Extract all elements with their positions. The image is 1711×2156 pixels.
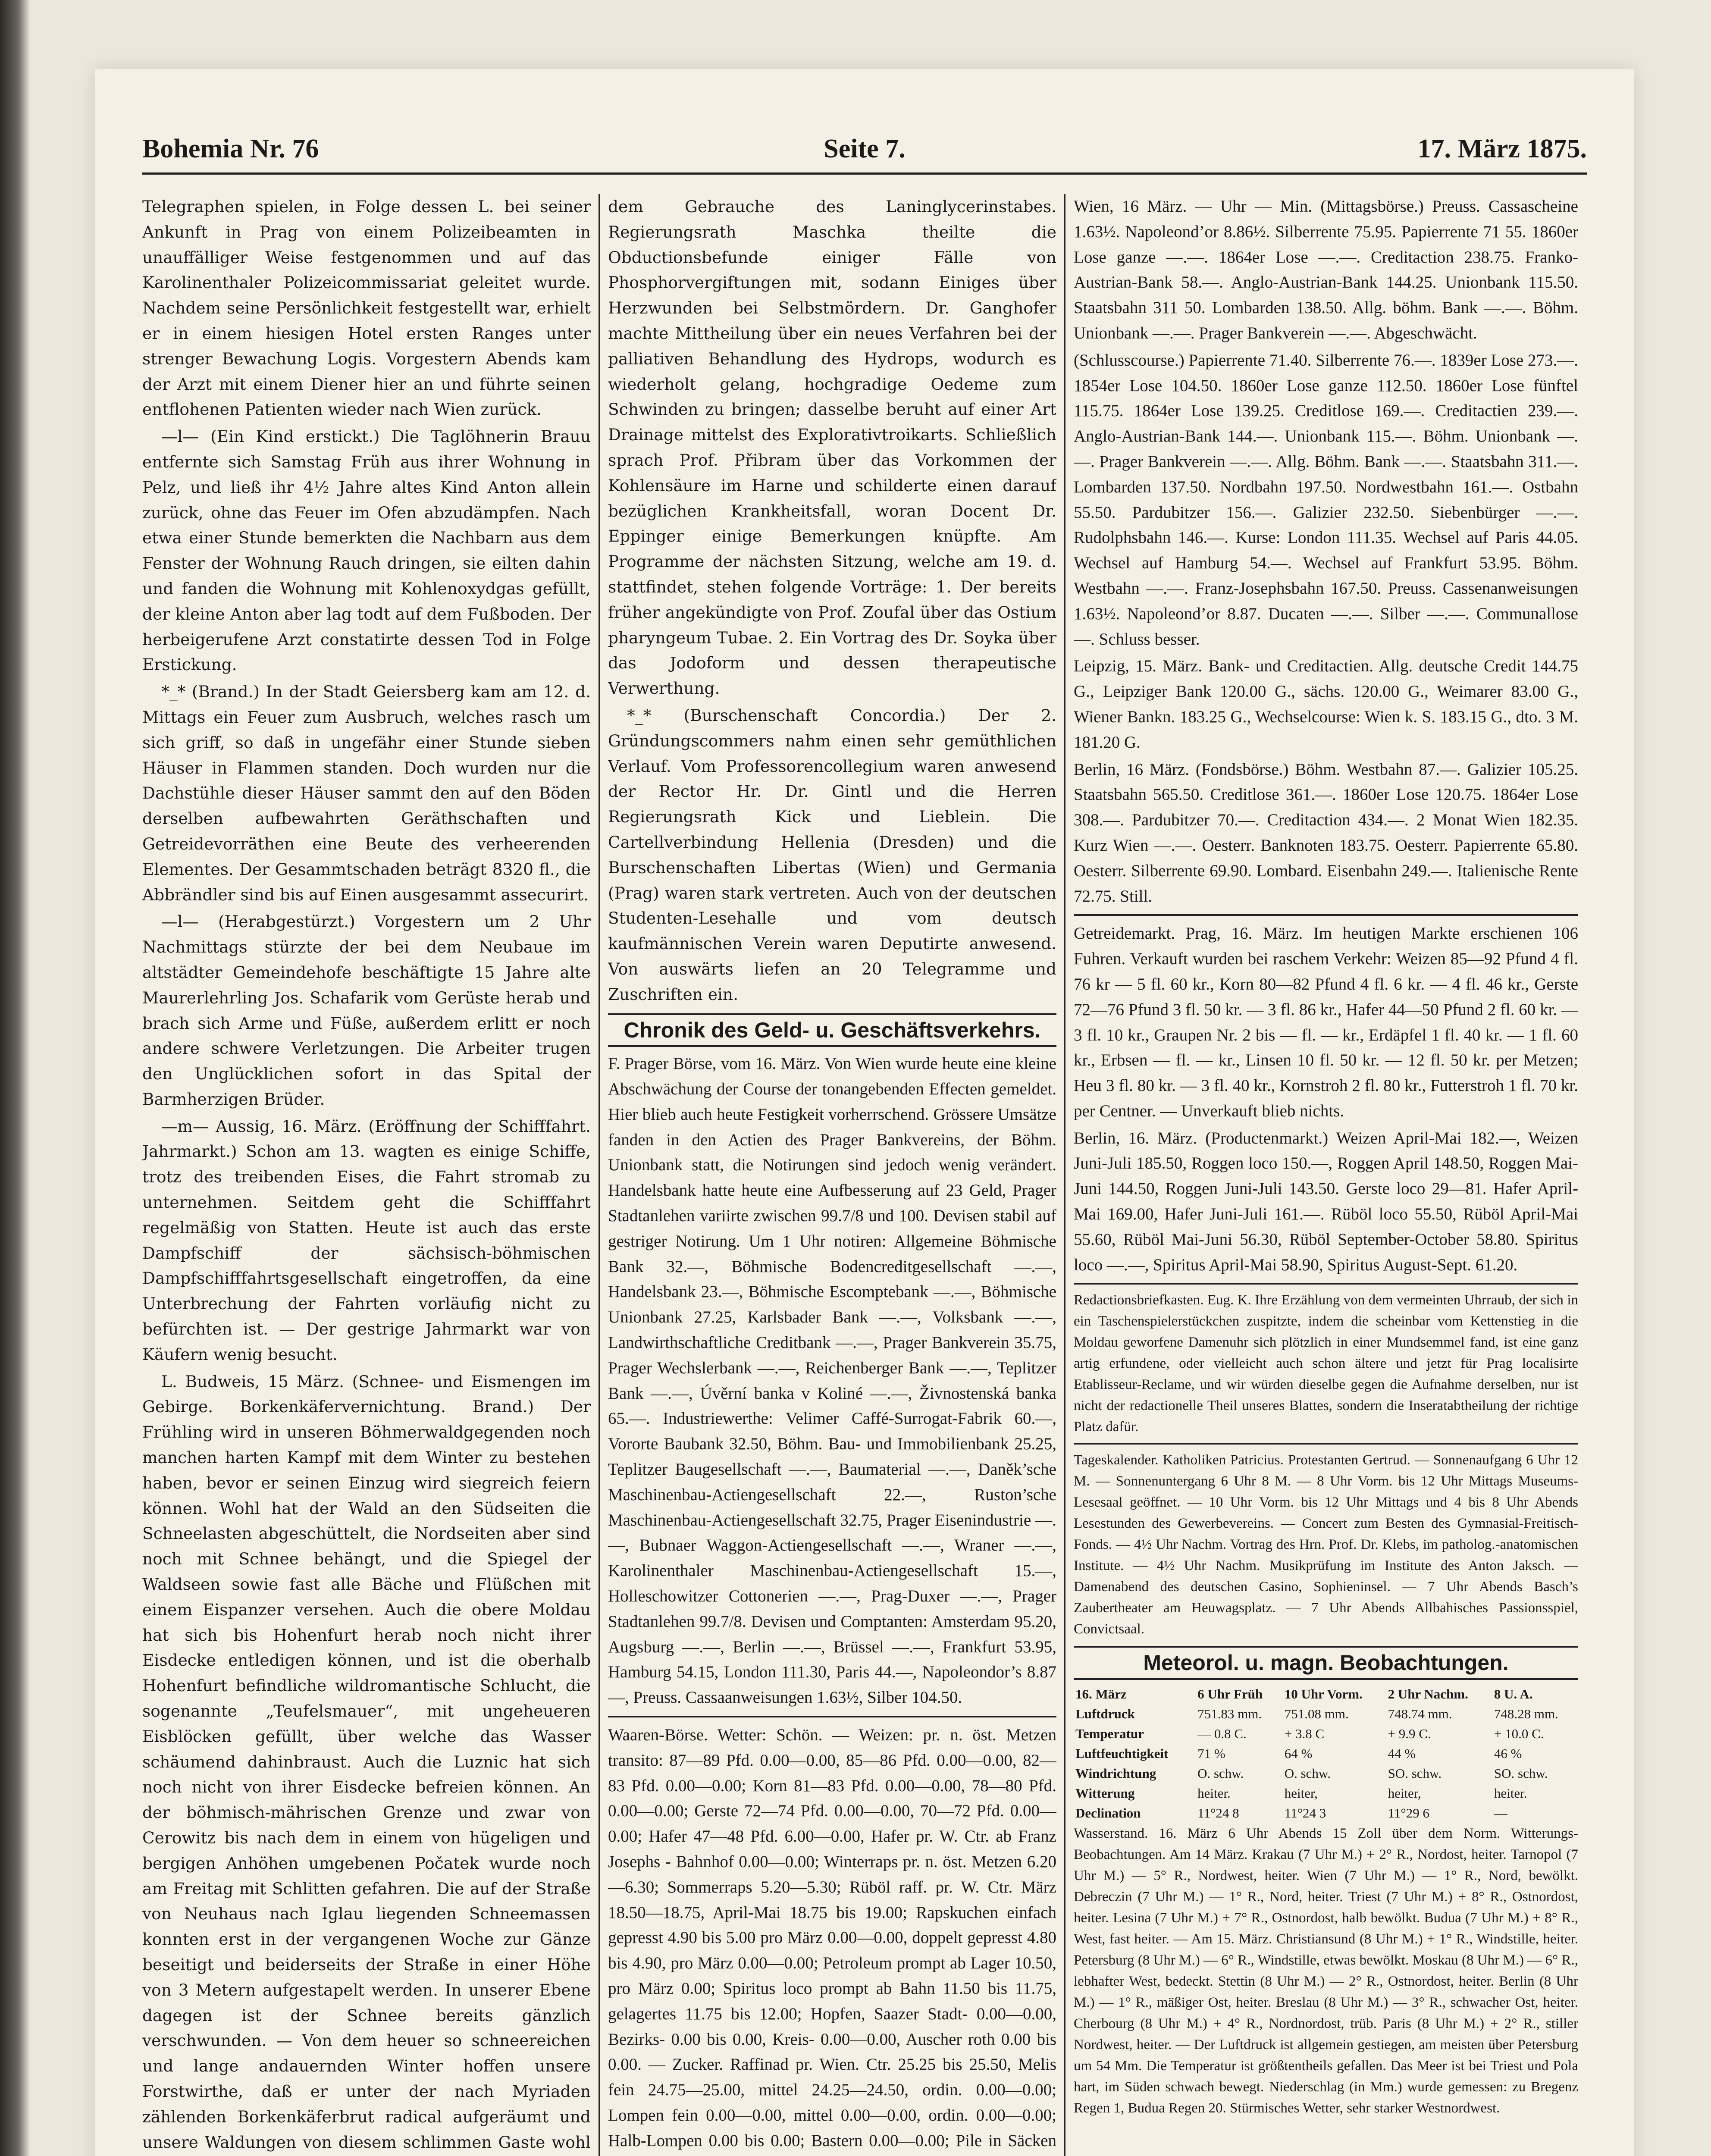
- article-concordia: *_* (Burschenschaft Concordia.) Der 2. Gründungscommers nahm einen sehr gemüthlichen Verlauf. Vom Professorencollegium waren anwesend der Rector Hr. Dr. Gintl und die Herren Regierungsrath Kick und Lieblein. Die Cartellverbindung Hellenia (Dresden) und die Burschenschaften Libertas (Wien) und Germania (Prag) waren stark vertreten. Auch von der deutschen Studenten-Lesehalle und vom deutsch kaufmännischen Verein waren Deputirte anwesend. Von auswärts liefen an 20 Telegramme und Zuschriften ein.: [608, 705, 1056, 1004]
- column-3: [1074, 194, 1578, 2156]
- article-wien-mittag: Wien, 16 März. — Uhr — Min. (Mittagsbörse.) Preuss. Cassascheine 1.63½. Napoleond’or 8.86½. Silberrente 75.95. Papierrente 71 55. 1860er Lose ganze —.—. 1864er Lose —.—. Creditaction 238.75. Franko-Austrian-Bank 58.—. Anglo-Austrian-Bank 144.25. Unionbank 115.50. Staatsbahn 311 50. Lombarden 138.50. Allg. böhm. Bank —.—. Böhm. Unionbank —.—. Prager Bankverein —.—. Abgeschwächt.: [1074, 197, 1578, 342]
- finance-block: [608, 1051, 1056, 2156]
- article-leipzig: Leipzig, 15. März. Bank- und Creditactien. Allg. deutsche Credit 144.75 G., Leipziger Bank 120.00 G., sächs. 120.00 G., Weimarer 83.00 G., Wiener Bankn. 183.25 G., Wechselcourse: Wien k. S. 183.15 G., dto. 3 M. 181.20 G.: [1074, 657, 1578, 752]
- article-redactionsbriefkasten: Redactionsbriefkasten. Eug. K. Ihre Erzählung von dem vermeinten Uhrraub, der sich in ein Taschenspielerstückchen zuspitzte, indem die scheinbar vom Kettenstieg in die Moldau geworfene Damenuhr sich plötzlich in einer Mundsemmel fand, ist eine ganz artig erfundene, oder vielleicht auch schon ältere und jetzt für Prag localisirte Etablisseur-Reclame, und wir würden dieselbe gegen die Aufnahme derselben, nur ist nicht der redactionelle Theil unseres Blattes, sondern die Inseratabtheilung der richtige Platz dafür.: [1074, 1292, 1578, 1435]
- column-rule: [599, 194, 600, 2156]
- section-title-meteorol: Meteorol. u. magn. Beobachtungen.: [1074, 1646, 1578, 1680]
- table-header-cell: 2 Uhr Nachm.: [1388, 1686, 1468, 1702]
- table-header-row: [1074, 1684, 1578, 1704]
- table-row: [1074, 1764, 1578, 1783]
- table-row: [1074, 1744, 1578, 1764]
- table-header-cell: 8 U. A.: [1494, 1686, 1533, 1702]
- page-header: [142, 125, 1587, 175]
- table-header-cell: 10 Uhr Vorm.: [1284, 1686, 1363, 1702]
- article-getreidemarkt: Getreidemarkt. Prag, 16. März. Im heutigen Markte erschienen 106 Fuhren. Verkauft wurden bei raschem Verkehr: Weizen 85—92 Pfund 4 fl. 76 kr — 5 fl. 60 kr., Korn 80—82 Pfund 4 fl. 6 kr. — 4 fl. 46 kr., Gerste 72—76 Pfund 3 fl. 50 kr. — 3 fl. 86 kr., Hafer 44—50 Pfund 2 fl. 60 kr. — 3 fl. 10 kr., Graupen Nr. 2 bis — fl. — kr., Erdäpfel 1 fl. 40 kr. — 1 fl. 60 kr., Erbsen — fl. — kr., Linsen 10 fl. 50 kr. — 12 fl. 50 kr. per Metzen; Heu 3 fl. 80 kr. — 3 fl. 40 kr., Kornstroh 2 fl. 80 kr., Futterstroh 1 fl. 70 kr. per Centner. — Unverkauft blieb nichts.: [1074, 924, 1578, 1120]
- table-row: [1074, 1724, 1578, 1744]
- table-cell: Witterung: [1075, 1786, 1135, 1801]
- column-rule: [1064, 194, 1065, 2156]
- article-berlin-fonds: Berlin, 16 März. (Fondsbörse.) Böhm. Westbahn 87.—. Galizier 105.25. Staatsbahn 565.50. Creditlose 361.—. 1860er Lose 120.75. 1864er Lose 308.—. Pardubitzer 70.—. Creditaction 434.—. 2 Monat Wien 182.35. Kurz Wien —.—. Oesterr. Banknoten 183.75. Oesterr. Papierrente 65.80. Oesterr. Silberrente 69.90. Lombard. Eisenbahn 249.—. Italienische Rente 72.75. Still.: [1074, 760, 1578, 906]
- table-cell: — 0.8 C.: [1197, 1726, 1247, 1742]
- article-brand: *_* (Brand.) In der Stadt Geiersberg kam am 12. d. Mittags ein Feuer zum Ausbruch, welches rasch um sich griff, so daß in ungefähr einer Stunde sieben Häuser in Flammen standen. Doch wurden nur die Dachstühle dieser Häuser sammt den auf den Böden derselben aufbewahrten Geräthschaften und Getreidevorräthen eine Beute des verheerenden Elementes. Der Gesammtschaden beträgt 8320 fl., die Abbrändler sind bis auf Einen ausgesammt assecurirt.: [142, 682, 591, 904]
- table-cell: + 9.9 C.: [1388, 1726, 1431, 1742]
- table-cell: 751.83 mm.: [1197, 1706, 1262, 1722]
- table-cell: heiter,: [1284, 1786, 1318, 1801]
- article-witterung: Wasserstand. 16. März 6 Uhr Abends 15 Zoll über dem Norm. Witterungs-Beobachtungen. Am 14 März. Krakau (7 Uhr M.) + 2° R., Nordost, heiter. Tarnopol (7 Uhr M.) — 5° R., Nordwest, heiter. Wien (7 Uhr M.) — 1° R., Nord, bewölkt. Debreczin (7 Uhr M.) — 1° R., Nord, heiter. Triest (7 Uhr M.) + 8° R., Ostnordost, heiter. Lesina (7 Uhr M.) + 7° R., Ostnordost, halb bewölkt. Budua (7 Uhr M.) + 8° R., West, fast heiter. — Am 15. März. Christiansund (8 Uhr M.) + 1° R., Windstille, heiter. Petersburg (8 Uhr M.) — 6° R., Windstille, etwas bewölkt. Moskau (8 Uhr M.) — 6° R., lebhafter West, bedeckt. Stettin (8 Uhr M.) — 2° R., Ostnordost, heiter. Berlin (8 Uhr M.) — 1° R., mäßiger Ost, heiter. Breslau (8 Uhr M.) — 3° R., schwacher Ost, heiter. Cherbourg (8 Uhr M.) + 4° R., Nordnordost, trüb. Paris (8 Uhr M.) + 2° R., stiller Nordwest, heiter. — Der Luftdruck ist allgemein gestiegen, am meisten über Petersburg um 54 Mm. Die Temperatur ist größtentheils gefallen. Das Meer ist bei Triest und Pola hart, im Süden schwach bewegt. Niederschlag (in Mm.) wurde gemessen: zu Bregenz Regen 1, Budua Regen 20. Stürmisches Wetter, sehr starker Westnordwest.: [1074, 1826, 1578, 2116]
- table-cell: O. schw.: [1197, 1766, 1244, 1781]
- divider: [608, 1716, 1056, 1717]
- header-date: 17. März 1875.: [1417, 134, 1587, 163]
- table-cell: heiter.: [1494, 1786, 1527, 1801]
- article-prager-boerse: F. Prager Börse, vom 16. März. Von Wien wurde heute eine kleine Abschwächung der Course der tonangebenden Effecten gemeldet. Hier blieb auch heute Festigkeit vorherrschend. Grössere Umsätze fanden in den Actien des Prager Bankvereins, der Böhm. Unionbank statt, die Notirungen sind jedoch wenig verändert. Handelsbank hatte heute eine Aufbesserung auf 23 Geld, Prager Stadtanlehen variirte zwischen 99.7/8 und 100. Devisen stabil auf gestriger Notirung. Um 1 Uhr notiren: Allgemeine Böhmische Bank 32.—, Böhmische Bodencreditgesellschaft —.—, Handelsbank 23.—, Böhmische Escomptebank —.—, Böhmische Unionbank 27.25, Karlsbader Bank —.—, Volksbank —.—, Landwirthschaftliche Creditbank —.—, Prager Bankverein 35.75, Prager Wechslerbank —.—, Reichenberger Bank —.—, Teplitzer Bank —.—, Úvěrní banka v Koliné —.—, Živnostenská banka 65.—. Industriewerthe: Velimer Caffé-Surrogat-Fabrik 60.—, Vororte Baubank 32.50, Böhm. Bau- und Immobilienbank 25.25, Teplitzer Baugesellschaft —.—, Baumaterial —.—, Daněk’sche Maschinenbau-Actiengesellschaft 22.—, Ruston’sche Maschinenbau-Actiengesellschaft 32.75, Prager Eisenindustrie —.—, Bubnaer Waggon-Actiengesellschaft —.—, Wraner —.—, Karolinenthaler Maschinenbau-Actiengesellschaft 15.—, Holleschowitzer Cottonerien —.—, Prag-Duxer —.—, Prager Stadtanlehen 99.7/8. Devisen und Comptanten: Amsterdam 95.20, Augsburg —.—, Berlin —.—, Brüssel —.—, Frankfurt 53.95, Hamburg 54.15, London 111.30, Paris 44.—, Napoleondor’s 8.87—, Preuss. Cassaanweisungen 1.63½, Silber 104.50.: [608, 1054, 1056, 1707]
- article-herabgestuerzt: —l— (Herabgestürzt.) Vorgestern um 2 Uhr Nachmittags stürzte der bei dem Neubaue im altstädter Gemeindehofe beschäftigte 15 Jahre alte Maurerlehrling Jos. Schafarik vom Gerüste herab und brach sich Arme und Füße, außerdem erlitt er noch andere schwere Verletzungen. Die Arbeiter trugen den Unglücklichen sofort in das Spital der Barmherzigen Brüder.: [142, 912, 591, 1109]
- table-header-cell: 6 Uhr Früh: [1197, 1686, 1263, 1702]
- table-cell: 748.74 mm.: [1388, 1706, 1452, 1722]
- table-row: [1074, 1803, 1578, 1823]
- table-cell: 64 %: [1284, 1746, 1313, 1761]
- table-row: [1074, 1783, 1578, 1803]
- article-aussig: —m— Aussig, 16. März. (Eröffnung der Schifffahrt. Jahrmarkt.) Schon am 13. wagten es einige Schiffe, trotz des treibenden Eises, die Fahrt stromab zu unternehmen. Seitdem geht die Schifffahrt regelmäßig von Statten. Heute ist auch das erste Dampfschiff der sächsisch-böhmischen Dampfschifffahrtsgesellschaft eingetroffen, da eine Unterbrechung der Fahrten vorläufig nicht zu befürchten ist. — Der gestrige Jahrmarkt war von Käufern wenig besucht.: [142, 1116, 591, 1364]
- table-cell: SO. schw.: [1494, 1766, 1548, 1781]
- article-wien-schluss: (Schlusscourse.) Papierrente 71.40. Silberrente 76.—. 1839er Lose 273.—. 1854er Lose 104.50. 1860er Lose ganze 112.50. 1860er Lose fünftel 115.75. 1864er Lose 139.25. Creditlose 169.—. Creditactien 239.—. Anglo-Austrian-Bank 144.—. Unionbank 115.—. Böhm. Unionbank —.—. Prager Bankverein —.—. Allg. Böhm. Bank —.—. Staatsbahn 311.—. Lombarden 137.50. Nordbahn 197.50. Nordwestbahn 161.—. Ostbahn 55.50. Pardubitzer 156.—. Galizier 232.50. Siebenbürger —.—. Rudolphsbahn 146.—. Kurse: London 111.35. Wechsel auf Paris 44.05. Wechsel auf Hamburg 54.—. Wechsel auf Frankfurt 53.95. Böhm. Westbahn —.—. Franz-Josephsbahn 167.50. Preuss. Cassenanweisungen 1.63½. Napoleond’or 8.87. Ducaten —.—. Silber —.—. Communallose —. Schluss besser.: [1074, 351, 1578, 649]
- table-cell: + 3.8 C: [1284, 1726, 1325, 1742]
- table-cell: Windrichtung: [1075, 1766, 1156, 1781]
- table-cell: 11°24 8: [1197, 1805, 1239, 1821]
- article-kind-erstickt: —l— (Ein Kind erstickt.) Die Taglöhnerin Brauu entfernte sich Samstag Früh aus ihrer Wohnung in Pelz, und ließ ihr 4½ Jahre altes Kind Anton allein zurück, ohne das Feuer im Ofen abzudämpfen. Nach etwa einer Stunde bemerkten die Nachbarn aus dem Fenster der Wohnung Rauch dringen, sie eilten dahin und fanden die Wohnung mit Kohlenoxydgas gefüllt, der kleine Anton aber lag todt auf dem Fußboden. Der herbeigerufene Arzt constatirte dessen Tod in Folge Erstickung.: [142, 427, 591, 674]
- table-cell: + 10.0 C.: [1494, 1726, 1544, 1742]
- table-cell: 751.08 mm.: [1284, 1706, 1349, 1722]
- divider: [1074, 914, 1578, 916]
- table-cell: heiter,: [1388, 1786, 1421, 1801]
- table-cell: 46 %: [1494, 1746, 1522, 1761]
- table-cell: SO. schw.: [1388, 1766, 1442, 1781]
- table-cell: heiter.: [1197, 1786, 1231, 1801]
- article-budweis: L. Budweis, 15 März. (Schnee- und Eismengen im Gebirge. Borkenkäfervernichtung. Brand.) Der Frühling wird in unseren Böhmerwaldgegenden noch manchen harten Kampf mit dem Winter zu bestehen haben, bevor er seinen Einzug wird siegreich feiern können. Wohl hat der Wald an den Südseiten die Schneelasten abgeschüttelt, die Nordseiten aber sind noch mit Schnee behängt, und die Spiegel der Waldseen sowie fast alle Bäche und Flüßchen mit einem Eispanzer versehen. Auch die obere Moldau hat sich bis Hohenfurt herab noch nicht ihrer Eisdecke entledigen können, und ist die oberhalb Hohenfurt befindliche wildromantische Schlucht, die sogenannte „Teufelsmauer“, mit ungeheueren Eisblöcken gefüllt, über welche das Wasser schäumend dahinbraust. Auch die Luznic hat sich noch nicht von ihrer Eisdecke befreien können. An der böhmisch-mährischen Grenze und zwar von Cerowitz bis nach dem in einem von hügeligen und bergigen Anhöhen umgebenen Počatek wurde noch am Freitag mit Schlitten gefahren. Die auf der Straße von Neuhaus nach Iglau liegenden Schneemassen konnten erst in der vergangenen Woche zur Gänze beseitigt und beiderseits der Straße in einer Höhe von 3 Metern aufgestapelt werden. In unserer Ebene dagegen ist der Schnee bereits gänzlich verschwunden. — Von dem heuer so schneereichen und lange andauernden Winter hoffen unsere Forstwirthe, daß er unter der nach Myriaden zählenden Borkenkäferbrut radical aufgeräumt und unsere Waldungen von diesem schlimmen Gaste wohl: [142, 1372, 591, 2152]
- header-issue: Bohemia Nr. 76: [142, 134, 319, 163]
- header-page-number: Seite 7.: [824, 134, 906, 163]
- divider: [1074, 1283, 1578, 1285]
- article-telegraph: Telegraphen spielen, in Folge dessen L. bei seiner Ankunft in Prag von einem Polizeibeamten in unauffälliger Weise festgenommen und auf das Karolinenthaler Polizeicommissariat geleitet wurde. Nachdem seine Persönlichkeit festgestellt war, erhielt er in einem hiesigen Hotel ersten Ranges unter strenger Bewachung Logis. Vorgestern Abends kam der Arzt mit einem Diener hier an und führte seinen entflohenen Patienten wieder nach Wien zurück.: [142, 197, 591, 419]
- scan-binding-edge: [0, 0, 30, 2156]
- table-cell: 11°24 3: [1284, 1805, 1326, 1821]
- article-tageskalender: Tageskalender. Katholiken Patricius. Protestanten Gertrud. — Sonnenaufgang 6 Uhr 12 M. — Sonnenuntergang 6 Uhr 8 M. — 8 Uhr Vorm. bis 12 Uhr Mittags Museums-Lesesaal geöffnet. — 10 Uhr Vorm. bis 12 Uhr Mittags und 4 bis 8 Uhr Abends Lesestunden des Gewerbevereins. — Concert zum Besten des Gymnasial-Freitisch-Fonds. — 4½ Uhr Nachm. Vortrag des Hrn. Prof. Dr. Klebs, im patholog.-anatomischen Institute. — 4½ Uhr Nachm. Musikprüfung im Institute des Anton Jaksch. — Damenabend des deutschen Casino, Sophieninsel. — 7 Uhr Abends Basch’s Zaubertheater am Heuwagsplatz. — 7 Uhr Abends Allbahisches Passionsspiel, Convictsaal.: [1074, 1452, 1578, 1637]
- table-cell: Luftdruck: [1075, 1706, 1135, 1722]
- newspaper-page: [95, 69, 1634, 2156]
- meteo-table: [1074, 1684, 1578, 1823]
- column-1: [142, 194, 591, 2156]
- article-waaren-boerse: Waaren-Börse. Wetter: Schön. — Weizen: pr. n. öst. Metzen transito: 87—89 Pfd. 0.00—0.00, 85—86 Pfd. 0.00—0.00, 82—83 Pfd. 0.00—0.00; Korn 81—83 Pfd. 0.00—0.00, 78—80 Pfd. 0.00—0.00; Gerste 72—74 Pfd. 0.00—0.00, 70—72 Pfd. 0.00—0.00; Hafer 47—48 Pfd. 6.00—0.00, Hafer pr. W. Ctr. ab Franz Josephs - Bahnhof 0.00—0.00; Winterraps pr. n. öst. Metzen 6.20—6.30; Sommerraps 5.20—5.30; Rüböl raff. pr. W. Ctr. März 18.50—18.75, April-Mai 18.75 bis 19.00; Rapskuchen einfach gepresst 4.90 bis 5.00 pro März 0.00—0.00, doppelt gepresst 4.80 bis 4.90, pro März 0.00—0.00; Petroleum prompt ab Lager 10.50, pro März 0.00; Spiritus loco prompt ab Bahn 11.50 bis 11.75, gelagertes 11.75 bis 12.00; Hopfen, Saazer Stadt- 0.00—0.00, Bezirks- 0.00 bis 0.00, Kreis- 0.00—0.00, Auscher roth 0.00 bis 0.00. — Zucker. Raffinad pr. Wien. Ctr. 25.25 bis 25.50, Melis fein 24.75—25.00, mittel 24.25—24.50, ordin. 0.00—0.00; Lompen fein 0.00—0.00, mittel 0.00—0.00, ordin. 0.00—0.00; Halb-Lompen 0.00 bis 0.00; Bastern 0.00—0.00; Pile in Säcken: [608, 1726, 1056, 2150]
- table-cell: 44 %: [1388, 1746, 1416, 1761]
- table-header-cell: 16. März: [1075, 1686, 1127, 1702]
- divider: [1074, 1443, 1578, 1445]
- table-cell: Declination: [1075, 1805, 1141, 1821]
- table-cell: 71 %: [1197, 1746, 1225, 1761]
- table-cell: 11°29 6: [1388, 1805, 1430, 1821]
- table-cell: O. schw.: [1284, 1766, 1331, 1781]
- section-title-chronik: Chronik des Geld- u. Geschäftsverkehrs.: [608, 1013, 1056, 1047]
- article-verein-aerzte-cont: dem Gebrauche des Laninglycerinstabes. Regierungsrath Maschka theilte die Obductionsbefunde einiger Fälle von Phosphorvergiftungen mit, sodann Einiges über Herzwunden bei Selbstmördern. Dr. Ganghofer machte Mittheilung über ein neues Verfahren bei der palliativen Behandlung des Hydrops, wodurch es wiederholt gelang, hochgradige Oedeme zum Schwinden zu bringen; dasselbe beruht auf einer Art Drainage mittelst des Explorativtroikarts. Schließlich sprach Prof. Přibram über das Vorkommen der Kohlensäure im Harne und schilderte einen darauf bezüglichen Krankheitsfall, woran Docent Dr. Eppinger einige Bemerkungen knüpfte. Am Programme der nächsten Sitzung, welche am 19. d. stattfindet, stehen folgende Vorträge: 1. Der bereits früher angekündigte von Prof. Zoufal über das Ostium pharyngeum Tubae. 2. Ein Vortrag des Dr. Soyka über das Jodoform und dessen therapeutische Verwerthung.: [608, 197, 1056, 698]
- table-cell: Luftfeuchtigkeit: [1075, 1746, 1169, 1761]
- column-2: [608, 194, 1056, 2156]
- table-cell: Temperatur: [1075, 1726, 1144, 1742]
- table-cell: —: [1494, 1805, 1507, 1821]
- article-berlin-producten: Berlin, 16. März. (Productenmarkt.) Weizen April-Mai 182.—, Weizen Juni-Juli 185.50, Roggen loco 150.—, Roggen April 148.50, Roggen Mai-Juni 144.50, Roggen Juni-Juli 143.50. Gerste loco 29—81. Hafer April-Mai 169.00, Hafer Juni-Juli 161.—. Rüböl loco 55.50, Rüböl April-Mai 55.60, Rüböl Mai-Juni 56.30, Rüböl September-October 58.80. Spiritus loco —.—, Spiritus April-Mai 58.90, Spiritus August-Sept. 61.20.: [1074, 1128, 1578, 1274]
- table-cell: 748.28 mm.: [1494, 1706, 1558, 1722]
- table-row: [1074, 1704, 1578, 1724]
